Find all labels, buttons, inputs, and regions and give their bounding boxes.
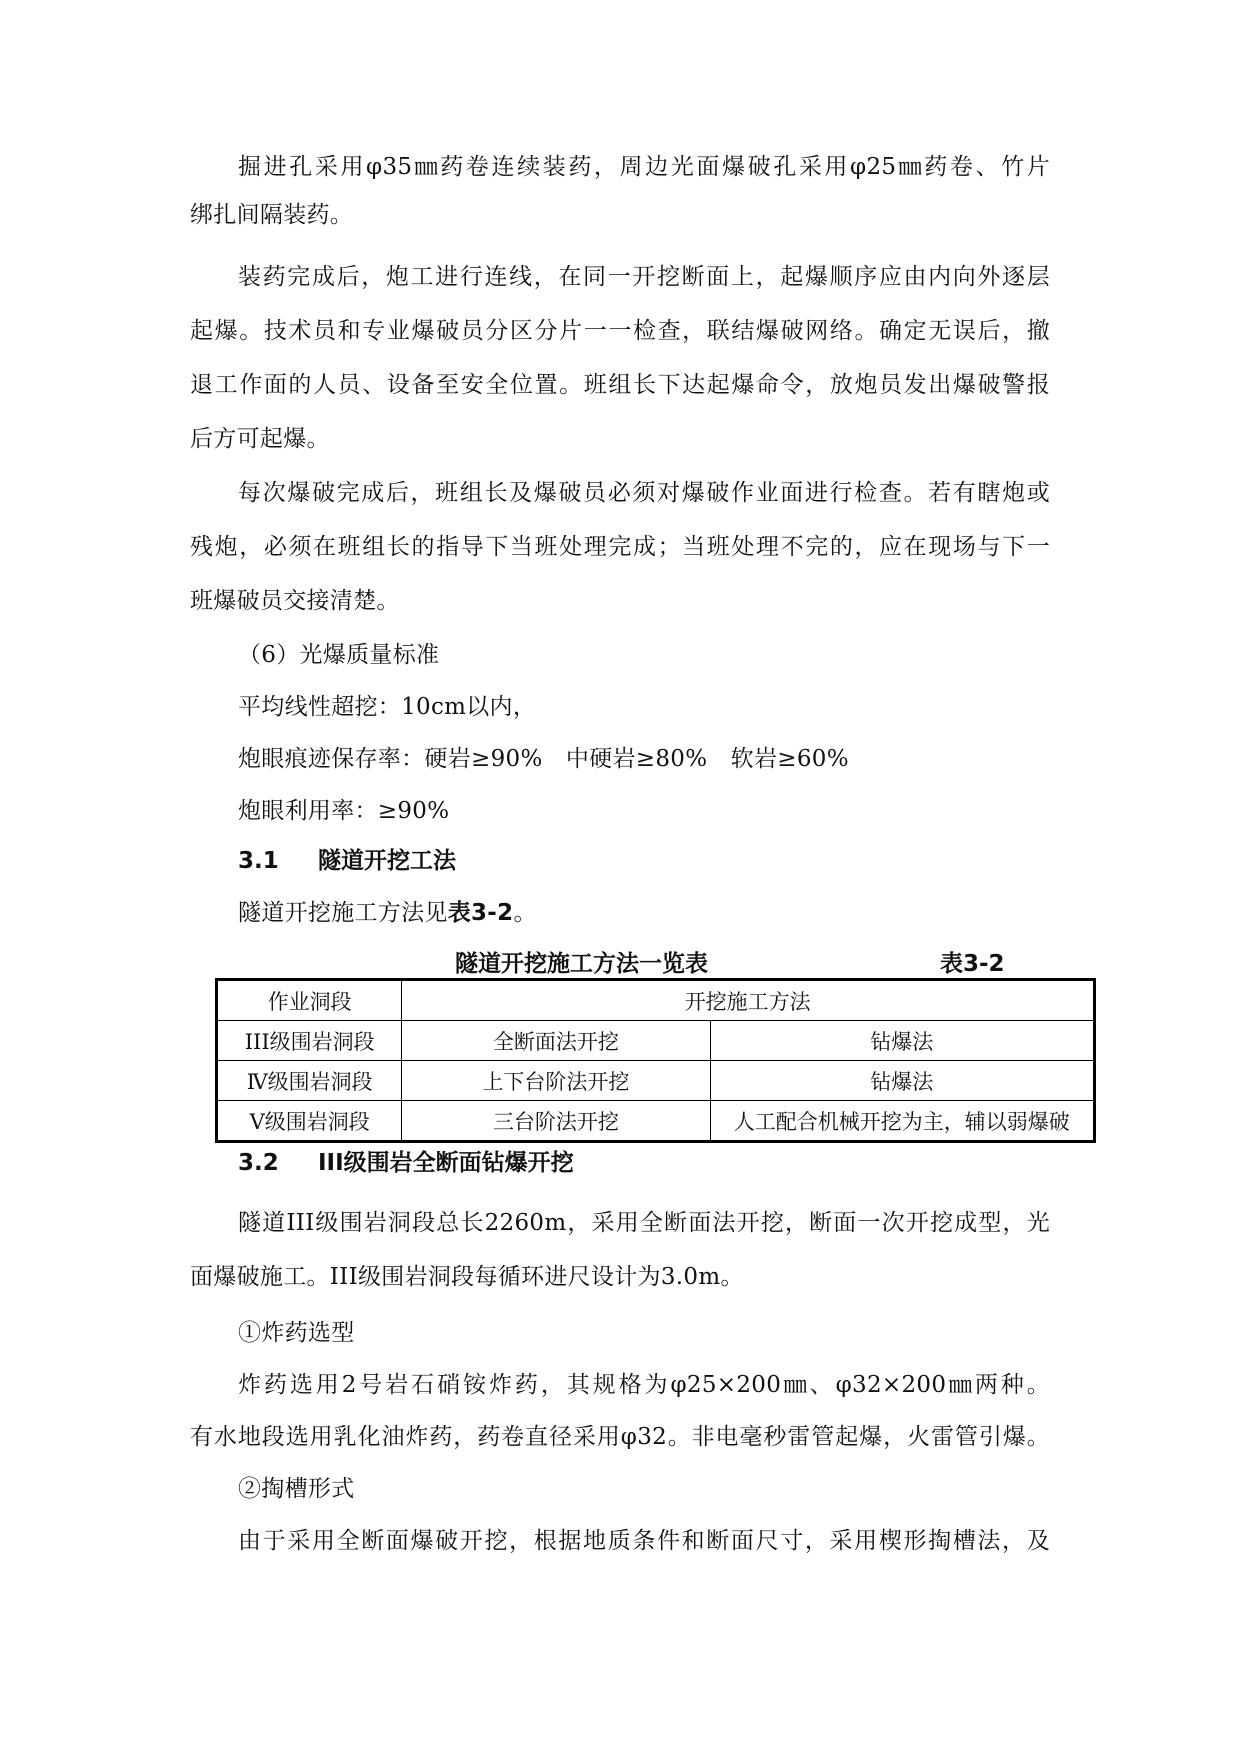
table-number: 表3-2: [940, 951, 1005, 977]
paragraph-line: 由于采用全断面爆破开挖，根据地质条件和断面尺寸，采用楔形掏槽法，及: [238, 1528, 1050, 1554]
table-cell: 钻爆法: [710, 1021, 1094, 1061]
section-title: III级围岩全断面钻爆开挖: [318, 1150, 574, 1176]
subsection-label: ①炸药选型: [238, 1320, 355, 1346]
section-heading-3-2: [238, 1148, 574, 1178]
paragraph-line: 炮眼利用率：≥90%: [238, 798, 450, 824]
paragraph-line: 后方可起爆。: [190, 426, 330, 452]
table-cell: 全断面法开挖: [402, 1021, 710, 1061]
subsection-label: （6）光爆质量标准: [238, 642, 440, 668]
paragraph-line: 隧道III级围岩洞段总长2260m，采用全断面法开挖，断面一次开挖成型，光: [238, 1210, 1050, 1236]
section-number: 3.1: [238, 848, 279, 874]
paragraph-line: 有水地段选用乳化油炸药，药卷直径采用φ32。非电毫秒雷管起爆，火雷管引爆。: [190, 1424, 1050, 1450]
table-cell: 钻爆法: [710, 1061, 1094, 1101]
table-cell: 人工配合机械开挖为主，辅以弱爆破: [710, 1101, 1094, 1142]
paragraph-line: 绑扎间隔装药。: [190, 202, 354, 228]
table-reference-sentence: [238, 898, 1098, 928]
reference-suffix: 。: [513, 900, 537, 926]
paragraph-line: 残炮，必须在班组长的指导下当班处理完成；当班处理不完的，应在现场与下一: [190, 534, 1050, 560]
table-cell: III级围岩洞段: [217, 1021, 402, 1061]
section-number: 3.2: [238, 1150, 279, 1176]
paragraph-line: 掘进孔采用φ35㎜药卷连续装药，周边光面爆破孔采用φ25㎜药卷、竹片: [238, 154, 1050, 180]
table-reference-link: 表3-2: [447, 900, 514, 926]
paragraph-line: 退工作面的人员、设备至安全位置。班组长下达起爆命令，放炮员发出爆破警报: [190, 372, 1050, 398]
section-heading-3-1: [238, 846, 456, 876]
section-title: 隧道开挖工法: [318, 848, 456, 874]
subsection-label: ②掏槽形式: [238, 1476, 355, 1502]
paragraph-line: 装药完成后，炮工进行连线，在同一开挖断面上，起爆顺序应由内向外逐层: [238, 264, 1050, 290]
table-header-row: [217, 980, 1095, 1021]
table-cell: 三台阶法开挖: [402, 1101, 710, 1142]
paragraph-line: 平均线性超挖：10cm以内，: [238, 694, 537, 720]
paragraph-line: 起爆。技术员和专业爆破员分区分片一一检查，联结爆破网络。确定无误后，撤: [190, 318, 1050, 344]
table-row: [217, 1061, 1095, 1101]
table-header-cell: 作业洞段: [217, 980, 402, 1021]
paragraph-line: 炸药选用2号岩石硝铵炸药，其规格为φ25×200㎜、φ32×200㎜两种。: [238, 1372, 1050, 1398]
paragraph-line: 面爆破施工。III级围岩洞段每循环进尺设计为3.0m。: [190, 1264, 744, 1290]
paragraph-line: 班爆破员交接清楚。: [190, 588, 400, 614]
paragraph-line: 每次爆破完成后，班组长及爆破员必须对爆破作业面进行检查。若有瞎炮或: [238, 480, 1050, 506]
table-cell: Ⅳ级围岩洞段: [217, 1061, 402, 1101]
table-row: [217, 1021, 1095, 1061]
table-cell: Ⅴ级围岩洞段: [217, 1101, 402, 1142]
excavation-methods-table: [215, 978, 1096, 1143]
reference-prefix: 隧道开挖施工方法见: [238, 900, 448, 926]
table-header-cell: 开挖施工方法: [402, 980, 1095, 1021]
table-cell: 上下台阶法开挖: [402, 1061, 710, 1101]
table-row: [217, 1101, 1095, 1142]
table-title: 隧道开挖施工方法一览表: [455, 951, 708, 977]
paragraph-line: 炮眼痕迹保存率：硬岩≥90% 中硬岩≥80% 软岩≥60%: [238, 746, 849, 772]
table-caption: [215, 945, 1095, 975]
